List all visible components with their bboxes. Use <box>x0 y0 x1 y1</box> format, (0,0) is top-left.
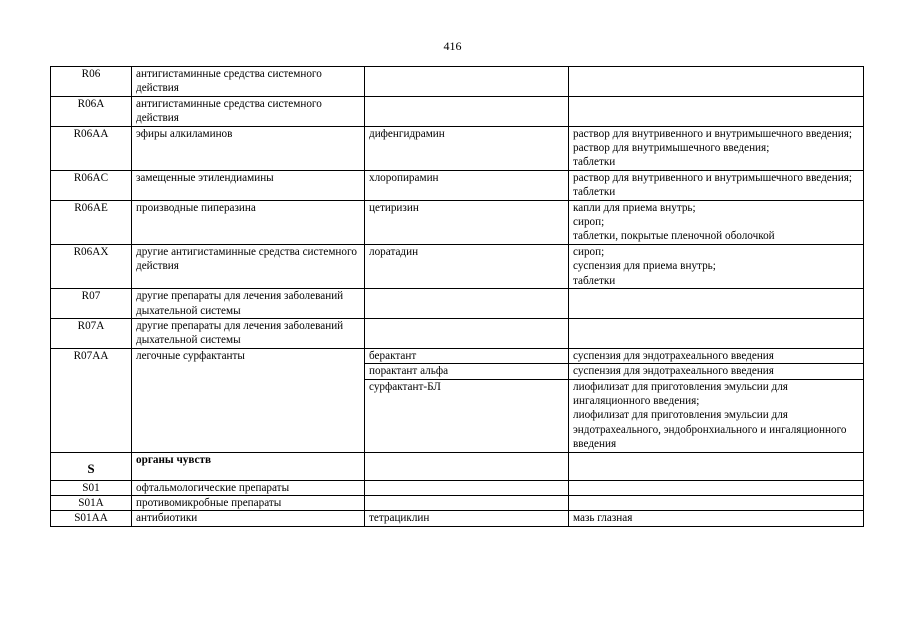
drug-name: сурфактант-БЛ <box>365 379 569 452</box>
atc-code: R06AC <box>51 170 132 200</box>
dosage-form: капли для приема внутрь; <box>573 201 696 214</box>
drug-name <box>365 96 569 126</box>
dosage-forms <box>569 379 864 452</box>
table-row <box>51 511 864 526</box>
dosage-form: суспензия для эндотрахеального введения <box>573 349 774 362</box>
atc-code: R06AE <box>51 200 132 244</box>
atc-code: S01 <box>51 480 132 495</box>
dosage-forms <box>569 495 864 510</box>
drug-name: дифенгидрамин <box>365 126 569 170</box>
dosage-form: таблетки <box>573 274 616 287</box>
drug-name: хлоропирамин <box>365 170 569 200</box>
atc-code: R06 <box>51 67 132 97</box>
atc-code: R07A <box>51 318 132 348</box>
dosage-forms <box>569 511 864 526</box>
dosage-form: лиофилизат для приготовления эмульсии для ингаляционного введения; <box>573 380 788 407</box>
dosage-forms <box>569 480 864 495</box>
drug-name <box>365 452 569 480</box>
table-row <box>51 96 864 126</box>
table-row <box>51 244 864 288</box>
group-name: легочные сурфактанты <box>132 348 365 452</box>
atc-code: R06AX <box>51 244 132 288</box>
atc-code: R06AA <box>51 126 132 170</box>
drug-name <box>365 495 569 510</box>
drug-name <box>365 480 569 495</box>
atc-code: S <box>51 452 132 480</box>
group-name: антигистаминные средства системного действия <box>132 67 365 97</box>
drug-name: берактант <box>365 348 569 363</box>
group-name: другие препараты для лечения заболеваний дыхательной системы <box>132 318 365 348</box>
group-name: другие препараты для лечения заболеваний дыхательной системы <box>132 289 365 319</box>
dosage-forms <box>569 318 864 348</box>
drug-classification-table <box>50 66 864 527</box>
atc-code: R06A <box>51 96 132 126</box>
dosage-forms <box>569 364 864 379</box>
drug-name <box>365 67 569 97</box>
group-name: противомикробные препараты <box>132 495 365 510</box>
dosage-form: суспензия для приема внутрь; <box>573 260 716 273</box>
table-row <box>51 348 864 363</box>
group-name: органы чувств <box>132 452 365 480</box>
dosage-form: таблетки, покрытые пленочной оболочкой <box>573 230 775 243</box>
dosage-form: суспензия для эндотрахеального введения <box>573 365 774 378</box>
group-name: производные пиперазина <box>132 200 365 244</box>
drug-name: порактант альфа <box>365 364 569 379</box>
group-name: антибиотики <box>132 511 365 526</box>
dosage-form: таблетки <box>573 156 616 169</box>
table-row <box>51 495 864 510</box>
table-row <box>51 289 864 319</box>
dosage-form: раствор для внутривенного и внутримышечного введения; <box>573 127 853 140</box>
group-name: другие антигистаминные средства системного действия <box>132 244 365 288</box>
group-name: антигистаминные средства системного действия <box>132 96 365 126</box>
atc-code: S01AA <box>51 511 132 526</box>
dosage-forms <box>569 170 864 200</box>
drug-name: тетрациклин <box>365 511 569 526</box>
drug-name: лоратадин <box>365 244 569 288</box>
dosage-forms <box>569 96 864 126</box>
dosage-forms <box>569 200 864 244</box>
table-row <box>51 67 864 97</box>
table-row <box>51 452 864 480</box>
atc-code: R07AA <box>51 348 132 452</box>
drug-name: цетиризин <box>365 200 569 244</box>
drug-name <box>365 318 569 348</box>
group-name: замещенные этилендиамины <box>132 170 365 200</box>
drug-name <box>365 289 569 319</box>
dosage-form: мазь глазная <box>573 512 633 525</box>
group-name: офтальмологические препараты <box>132 480 365 495</box>
dosage-forms <box>569 67 864 97</box>
dosage-form: сироп; <box>573 216 605 229</box>
atc-code: S01A <box>51 495 132 510</box>
dosage-forms <box>569 348 864 363</box>
table-row <box>51 170 864 200</box>
dosage-forms <box>569 452 864 480</box>
table-row <box>51 318 864 348</box>
page-number: 416 <box>443 39 462 53</box>
table-row <box>51 200 864 244</box>
dosage-form: сироп; <box>573 245 605 258</box>
dosage-form: раствор для внутривенного и внутримышечного введения; <box>573 171 853 184</box>
dosage-form: лиофилизат для приготовления эмульсии для эндотрахеального, эндобронхиального и ингаляционного введения <box>573 409 847 451</box>
dosage-form: раствор для внутримышечного введения; <box>573 142 770 155</box>
atc-code: R07 <box>51 289 132 319</box>
dosage-form: таблетки <box>573 186 616 199</box>
dosage-forms <box>569 289 864 319</box>
group-name: эфиры алкиламинов <box>132 126 365 170</box>
table-row <box>51 480 864 495</box>
dosage-forms <box>569 126 864 170</box>
table-row <box>51 126 864 170</box>
dosage-forms <box>569 244 864 288</box>
